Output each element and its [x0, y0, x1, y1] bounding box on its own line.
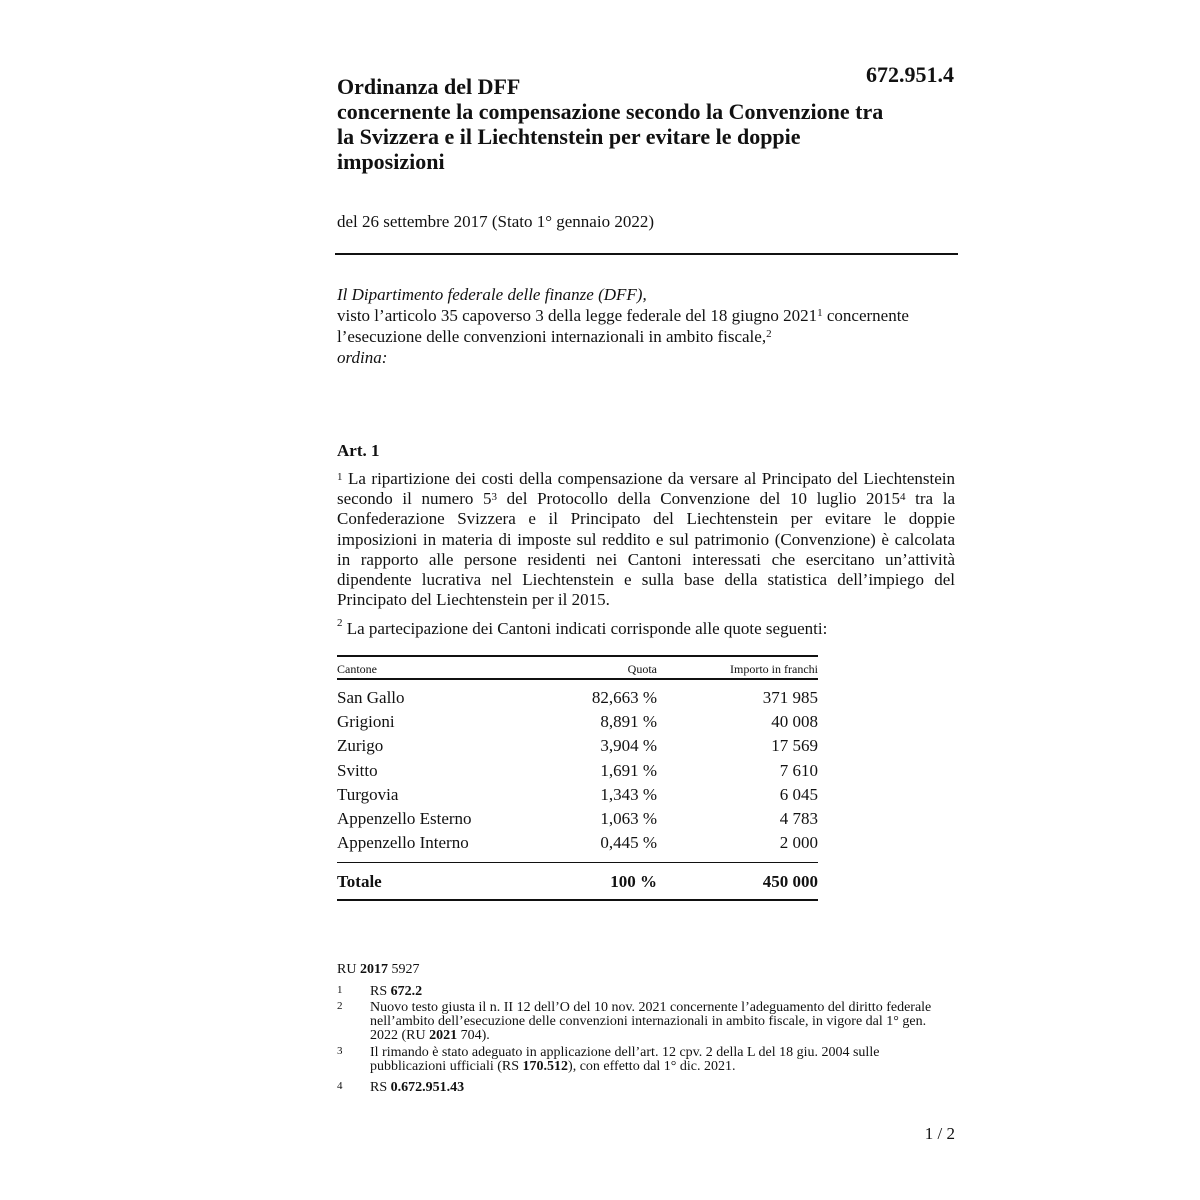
footnote-link[interactable]: 170.512 [522, 1059, 569, 1074]
cell-importo: 4 783 [779, 808, 818, 828]
footnote-ref[interactable]: 2 [766, 328, 772, 340]
column-header-cantone: Cantone [337, 662, 377, 676]
table-row [337, 831, 818, 855]
footnote-link[interactable]: 0.672.951.43 [390, 1080, 465, 1095]
table-row [337, 759, 818, 783]
table-row [337, 783, 818, 807]
paragraph-text: La partecipazione dei Cantoni indicati corrisponde alle quote seguenti: [342, 619, 828, 638]
footnote-number: 4 [337, 1080, 343, 1092]
preamble-authority: Il Dipartimento federale delle finanze (DFF), [337, 285, 647, 304]
title-line: concernente la compensazione secondo la Convenzione tra [337, 99, 884, 124]
paragraph-number: 1 [337, 471, 343, 483]
ru-page: 5927 [387, 962, 420, 977]
table-row [337, 734, 818, 758]
article-paragraph-1 [337, 469, 955, 610]
total-importo: 450 000 [762, 872, 818, 892]
paragraph-number: 2 [337, 617, 343, 629]
cell-cantone: Turgovia [337, 784, 399, 804]
ru-year: 2017 [359, 962, 388, 977]
page-number: 1 / 2 [924, 1124, 955, 1143]
cell-cantone: Appenzello Interno [337, 833, 469, 853]
footnote-2 [337, 1001, 947, 1043]
footnote-text-part: ), con effetto dal 1° dic. 2021. [568, 1059, 736, 1074]
cell-cantone: Grigioni [337, 712, 395, 732]
cell-importo: 17 569 [771, 736, 818, 756]
title-line: imposizioni [337, 149, 445, 174]
footnote-link[interactable]: 672.2 [390, 984, 423, 999]
footnote-number: 3 [337, 1045, 343, 1057]
total-quota: 100 % [610, 872, 657, 892]
footnote-text [370, 985, 947, 999]
title-line: la Svizzera e il Liechtenstein per evitare le doppie [337, 124, 801, 149]
table-header-row [337, 655, 818, 680]
preamble-visto-text: concernente l’esecuzione delle convenzioni internazionali in ambito fiscale, [337, 306, 909, 346]
footnote-text-part: RS [370, 984, 391, 999]
cell-quota: 1,691 % [600, 760, 657, 780]
table-row [337, 807, 818, 831]
footnote-1 [337, 985, 947, 999]
document-number: 672.951.4 [866, 62, 954, 87]
document-title [337, 74, 957, 174]
paragraph-text: tra la Confederazione Svizzera e il Principato del Liechtenstein per evitare le doppie imposizioni in materia di imposte sul reddito e sul patrimonio (Convenzione) è calcolata in rapporto alle persone residenti nei Cantoni interessati che esercitano un’attività dipendente lucrativa nel Liechtenstein e sulla base della statistica dell’impiego del Principato del Liechtenstein per il 2015. [337, 489, 955, 610]
preamble [337, 284, 957, 368]
footnote-4 [337, 1081, 947, 1095]
cell-quota: 8,891 % [600, 712, 657, 732]
table-body [337, 680, 818, 863]
title-line: Ordinanza del DFF [337, 74, 521, 99]
paragraph-text: del Protocollo della Convenzione del 10 luglio 2015 [497, 489, 900, 509]
cell-quota: 1,343 % [600, 784, 657, 804]
header-divider [335, 253, 958, 255]
footnote-3 [337, 1046, 947, 1074]
footnote-ref[interactable]: 3 [491, 491, 498, 504]
preamble-visto [337, 305, 957, 347]
footnote-text [370, 1001, 947, 1043]
cell-cantone: Zurigo [337, 736, 384, 756]
ru-reference [337, 962, 419, 978]
cell-importo: 2 000 [779, 833, 818, 853]
footnote-ref[interactable]: 1 [817, 307, 823, 319]
preamble-visto-text: visto l’articolo 35 capoverso 3 della legge federale del 18 giugno 2021 [337, 306, 818, 325]
footnote-text-part: Nuovo testo giusta il n. II 12 dell’O del 10 nov. 2021 concernente l’adeguamento del diritto federale nell’ambito dell’esecuzione delle convenzioni internazionali in ambito fiscale, in vigore dal 1° gen. 2022 (RU [370, 1000, 932, 1043]
article-paragraph-2 [337, 619, 955, 639]
table-row [337, 686, 818, 710]
footnote-link[interactable]: 2021 [429, 1028, 458, 1043]
document-date: del 26 settembre 2017 (Stato 1° gennaio 2022) [337, 212, 654, 231]
cell-cantone: Appenzello Esterno [337, 808, 472, 828]
footnote-number: 1 [337, 984, 343, 996]
cell-cantone: San Gallo [337, 688, 405, 707]
quota-table [337, 655, 818, 901]
table-total-row [337, 863, 818, 901]
footnote-ref[interactable]: 4 [900, 491, 906, 504]
column-header-importo: Importo in franchi [730, 662, 818, 676]
cell-quota: 3,904 % [600, 736, 657, 756]
table-row [337, 710, 818, 734]
cell-cantone: Svitto [337, 760, 378, 780]
column-header-quota: Quota [627, 662, 657, 676]
cell-importo: 7 610 [779, 760, 818, 780]
footnote-text-part: 704). [457, 1028, 490, 1043]
paragraph-text: La ripartizione dei costi della compensazione da versare al Principato del Liechtenstein secondo il numero 5 [337, 469, 955, 509]
preamble-ordina: ordina: [337, 348, 388, 367]
total-label: Totale [337, 872, 382, 892]
footnote-text [370, 1046, 947, 1074]
cell-quota: 1,063 % [600, 808, 657, 828]
cell-quota: 0,445 % [600, 833, 657, 853]
footnote-text-part: Il rimando è stato adeguato in applicazione dell’art. 12 cpv. 2 della L del 18 giu. 2004 sulle pubblicazioni ufficiali (RS [370, 1045, 880, 1074]
ru-prefix: RU [337, 962, 360, 977]
cell-importo: 40 008 [771, 712, 818, 732]
cell-importo: 6 045 [779, 784, 818, 804]
cell-quota: 82,663 % [591, 688, 657, 707]
cell-importo: 371 985 [762, 688, 818, 707]
footnote-number: 2 [337, 1000, 343, 1012]
article-title: Art. 1 [337, 441, 380, 460]
footnote-text [370, 1081, 947, 1095]
footnote-text-part: RS [370, 1080, 391, 1095]
